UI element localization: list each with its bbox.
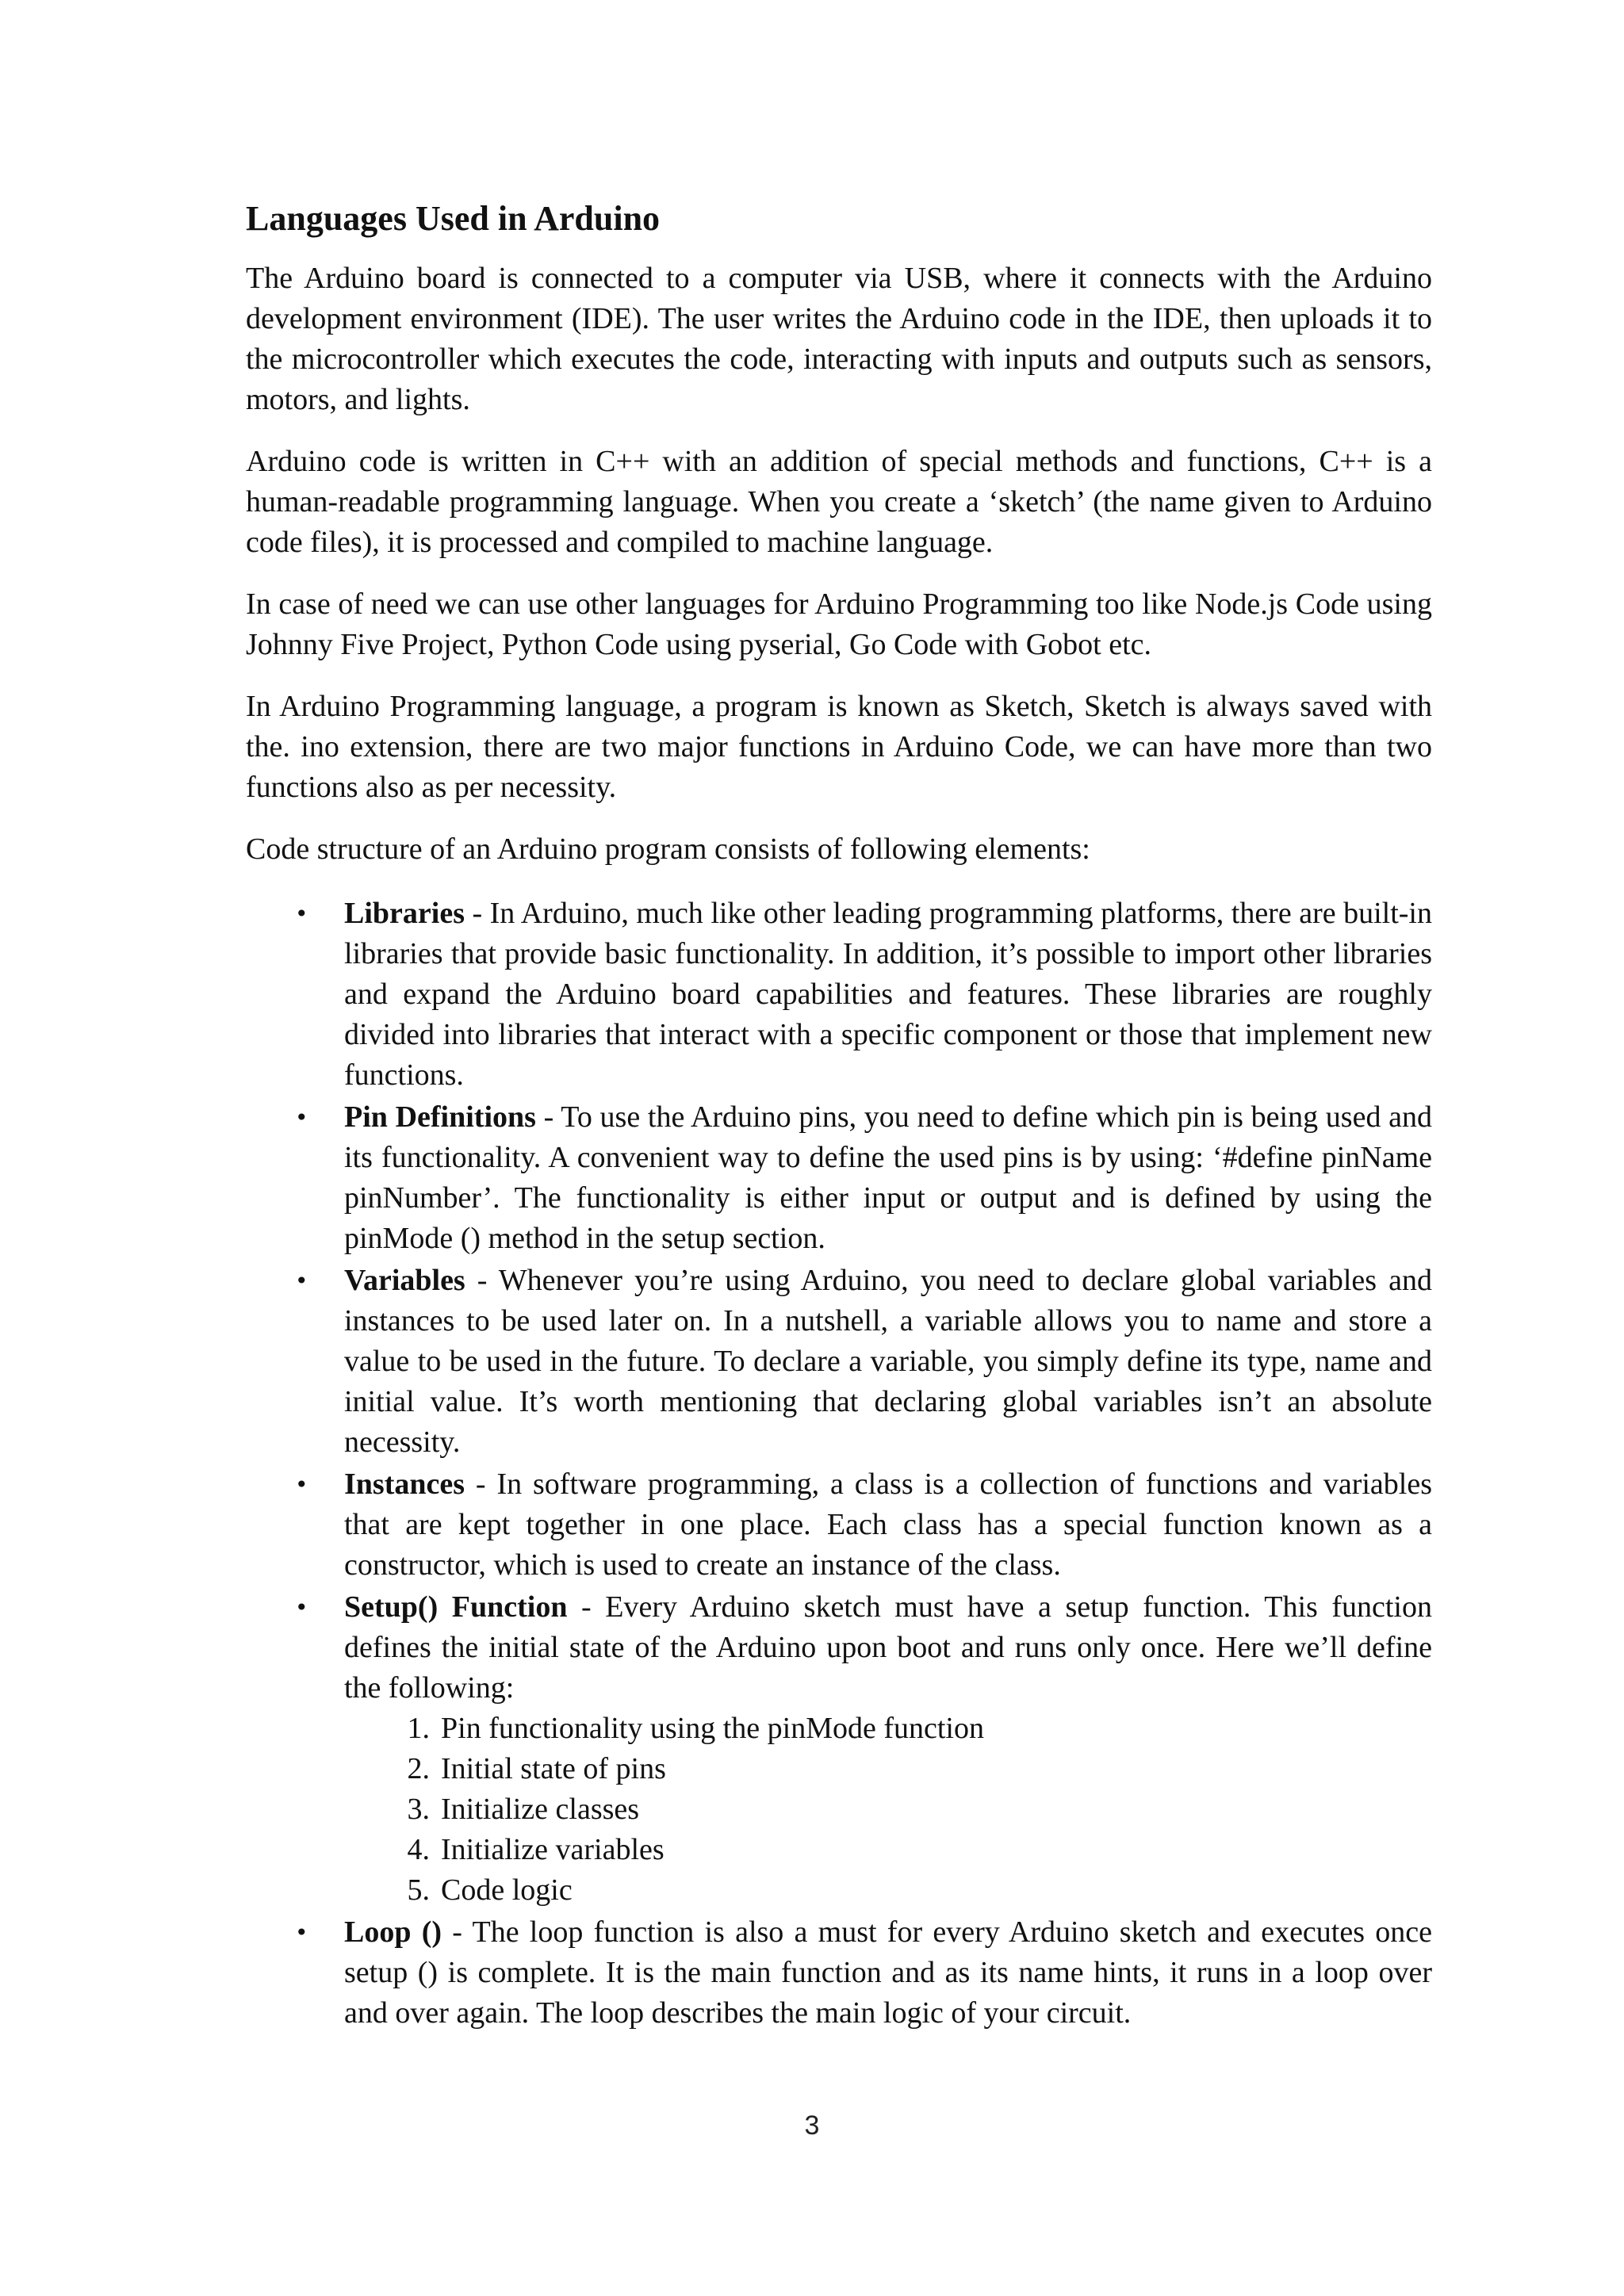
term-description: - The loop function is also a must for every Arduino sketch and executes once setup () is complete. It is the main function and as its name hints, it runs in a loop over and over again. The loop describes the main logic of your circuit.	[344, 1915, 1432, 2030]
term-label: Loop ()	[344, 1915, 442, 1949]
step-number: 1.	[407, 1712, 430, 1745]
term-description: - In Arduino, much like other leading programming platforms, there are built-in libraries that provide basic functionality. In addition, it’s possible to import other libraries and expand the Arduino board capabilities and features. These libraries are roughly divided into libraries that interact with a specific component or those that implement new functions.	[344, 897, 1432, 1092]
term-label: Variables	[344, 1264, 465, 1297]
step-text: Initialize variables	[441, 1833, 665, 1866]
paragraph-arduino-code: Arduino code is written in C++ with an addition of special methods and functions, C++ is a human-readable programming language. When you create a ‘sketch’ (the name given to Arduino code files), it is processed and compiled to machine language.	[246, 445, 1432, 559]
list-item-instances	[246, 1464, 1432, 1586]
step-number: 5.	[407, 1873, 430, 1907]
bullet-icon: •	[295, 901, 308, 927]
bullet-icon: •	[295, 1471, 308, 1498]
page-title: Languages Used in Arduino	[246, 199, 661, 238]
term-label: Libraries	[344, 897, 465, 930]
setup-steps-list	[344, 1709, 1432, 1911]
step-number: 3.	[407, 1793, 430, 1826]
page-number: 3	[804, 2110, 820, 2141]
bullet-icon: •	[295, 1919, 308, 1946]
setup-step	[344, 1709, 1432, 1749]
bullet-icon: •	[295, 1104, 308, 1131]
term-label: Pin Definitions	[344, 1100, 536, 1134]
setup-step	[344, 1830, 1432, 1870]
paragraph-sketch: In Arduino Programming language, a program is known as Sketch, Sketch is always saved with the. ino extension, there are two major functions in Arduino Code, we can have more than two functions also as per necessity.	[246, 690, 1432, 804]
term-label: Instances	[344, 1468, 465, 1501]
term-description: - To use the Arduino pins, you need to define which pin is being used and its functionality. A convenient way to define the used pins is by using: ‘#define pinName pinNumber’. The functionality is either input or output and is defined by using the pinMode () method in the setup section.	[344, 1100, 1432, 1255]
paragraph-arduino-board: The Arduino board is connected to a computer via USB, where it connects with the Arduino development environment (IDE). The user writes the Arduino code in the IDE, then uploads it to the microcontroller which executes the code, interacting with inputs and outputs such as sensors, motors, and lights.	[246, 262, 1432, 416]
bullet-icon: •	[295, 1594, 308, 1621]
list-item-setup-function	[246, 1587, 1432, 1911]
list-item-variables	[246, 1261, 1432, 1463]
step-text: Initialize classes	[441, 1793, 640, 1826]
term-description: - Every Arduino sketch must have a setup function. This function defines the initial state of the Arduino upon boot and runs only once. Here we’ll define the following:	[344, 1590, 1432, 1705]
paragraph-other-languages: In case of need we can use other languages for Arduino Programming too like Node.js Code using Johnny Five Project, Python Code using pyserial, Go Code with Gobot etc.	[246, 587, 1432, 661]
step-number: 2.	[407, 1752, 430, 1785]
term-label: Setup() Function	[344, 1590, 568, 1624]
elements-list	[246, 894, 1432, 2034]
list-item-pin-definitions	[246, 1097, 1432, 1259]
paragraph-code-structure: Code structure of an Arduino program consists of following elements:	[246, 832, 1090, 866]
step-text: Pin functionality using the pinMode function	[441, 1712, 984, 1745]
bullet-icon: •	[295, 1268, 308, 1294]
list-item-libraries	[246, 894, 1432, 1096]
step-text: Initial state of pins	[441, 1752, 666, 1785]
setup-step	[344, 1870, 1432, 1911]
term-description: - Whenever you’re using Arduino, you need to declare global variables and instances to be used later on. In a nutshell, a variable allows you to name and store a value to be used in the future. To declare a variable, you simply define its type, name and initial value. It’s worth mentioning that declaring global variables isn’t an absolute necessity.	[344, 1264, 1432, 1459]
list-item-loop	[246, 1912, 1432, 2034]
setup-step	[344, 1789, 1432, 1830]
document-page	[246, 197, 1432, 2035]
step-text: Code logic	[441, 1873, 573, 1907]
setup-step	[344, 1749, 1432, 1789]
step-number: 4.	[407, 1833, 430, 1866]
term-description: - In software programming, a class is a collection of functions and variables that are kept together in one place. Each class has a special function known as a constructor, which is used to create an instance of the class.	[344, 1468, 1432, 1582]
